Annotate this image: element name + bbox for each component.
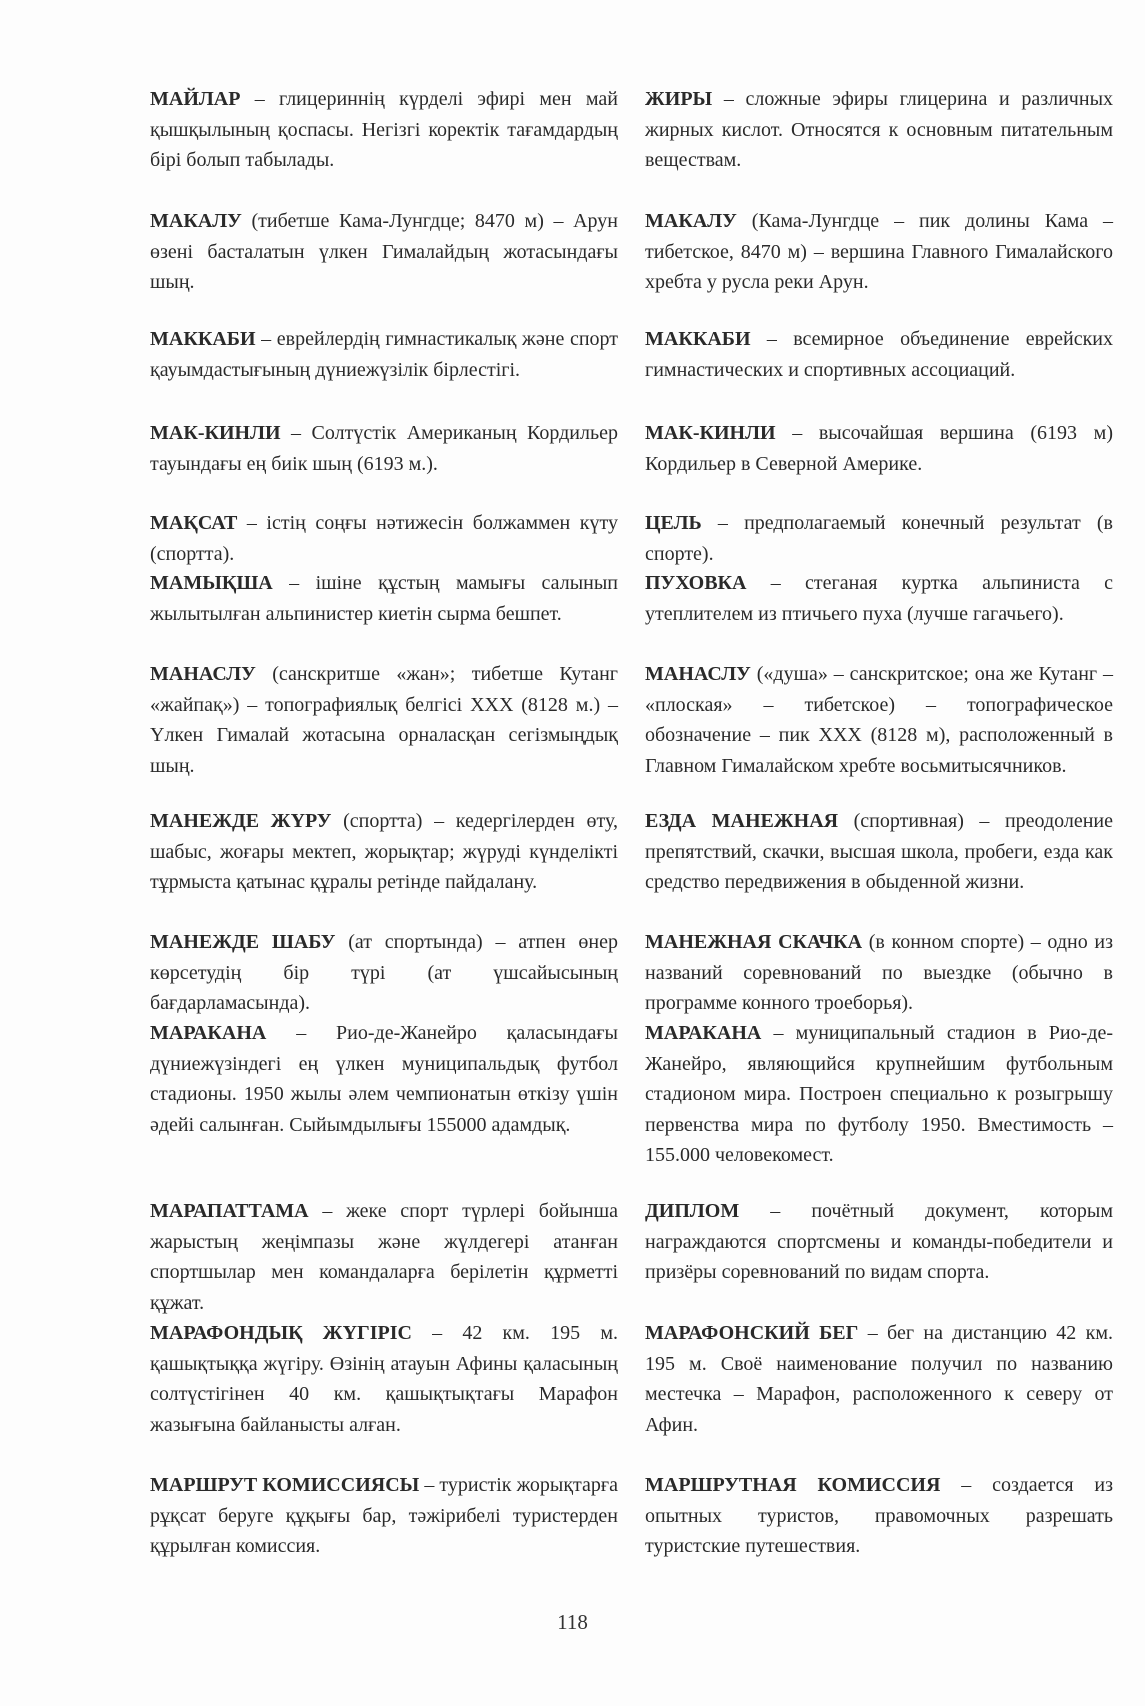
entry-definition: – глицериннің күрделі эфирі мен май қышқылының қоспасы. Негізгі коректік тағамдардың бірі болып табылады. [150,88,618,171]
entry-ru-marakana [645,1018,1113,1171]
entry-definition: – создается из опытных туристов, правомочных разрешать туристские путешествия. [645,1474,1113,1557]
entry-kk-manezhde-shabu [150,927,618,1019]
entry-definition: – бег на дистанцию 42 км. 195 м. Своё наименование получил по названию местечка – Марафон, расположенного к северу от Афин. [645,1322,1113,1436]
entry-term: ЕЗДА МАНЕЖНАЯ [645,810,839,832]
entry-definition: – 42 км. 195 м. қашықтыққа жүгіру. Өзінің атауын Афины қаласының солтүстігінен 40 км. қашықтықтағы Марафон жазығына байланысты алған. [150,1322,618,1436]
entry-term: МАРАФОНДЫҚ ЖҮГІРІС [150,1322,412,1344]
entry-definition: – ішіне құстың мамығы салынып жылытылған альпинистер киетін сырма бешпет. [150,572,618,625]
entry-definition: – еврейлердің гимнастикалық және спорт қауымдастығының дүниежүзілік бірлестігі. [150,328,618,381]
entry-definition: (спортивная) – преодоление препятствий, скачки, высшая школа, пробеги, езда как средство передвижения в обыденной жизни. [645,810,1113,893]
entry-definition: (ат спортында) – атпен өнер көрсетудің бір түрі (ат үшсайысының бағдарламасында). [150,931,618,1014]
entry-kk-marapattama [150,1196,618,1318]
entry-term: МАРАФОНСКИЙ БЕГ [645,1322,859,1344]
entry-term: МАРАКАНА [645,1022,762,1044]
entry-kk-mailar [150,84,618,176]
entry-definition: – туристік жорықтарға рұқсат беруге құқығы бар, тәжірибелі туристерден құрылған комиссия. [150,1474,618,1557]
entry-term: МАРШРУТНАЯ КОМИССИЯ [645,1474,941,1496]
entry-term: ДИПЛОМ [645,1200,740,1222]
entry-definition: – Солтүстік Американың Кордильер тауындағы ең биік шың (6193 м.). [150,422,618,475]
entry-definition: – сложные эфиры глицерина и различных жирных кислот. Относятся к основным питательным веществам. [645,88,1113,171]
entry-definition: (спортта) – кедергілерден өту, шабыс, жоғары мектеп, жорықтар; жүруді күнделікті тұрмыста қатынас құралы ретінде пайдалану. [150,810,618,893]
entry-kk-mak-kinli [150,418,618,479]
entry-ru-makalu [645,206,1113,298]
entry-term: МАНЕЖНАЯ СКАЧКА [645,931,863,953]
entry-ru-zhiry [645,84,1113,176]
entry-kk-maksat [150,508,618,569]
entry-term: МАНЕЖДЕ ЖҮРУ [150,810,332,832]
entry-ru-manezhnaya-skachka [645,927,1113,1019]
entry-kk-manaslu [150,659,618,781]
entry-ru-mak-kinli [645,418,1113,479]
entry-kk-marshrut-komissiyasy [150,1470,618,1562]
entry-kk-mamyksha [150,568,618,629]
entry-definition: – жеке спорт түрлері бойынша жарыстың жеңімпазы және жүлдегері атанған спортшылар мен командаларға берілетін құрметті құжат. [150,1200,618,1314]
entry-term: МАЙЛАР [150,88,241,110]
entry-term: МАК-КИНЛИ [645,422,776,444]
entry-term: МАРШРУТ КОМИССИЯСЫ [150,1474,420,1496]
entry-term: МАККАБИ [645,328,751,350]
entry-term: МАНЕЖДЕ ШАБУ [150,931,336,953]
entry-term: МАМЫҚША [150,572,273,594]
entry-definition: – почётный документ, которым награждаются спортсмены и команды-победители и призёры соревнований по видам спорта. [645,1200,1113,1283]
entry-definition: – Рио-де-Жанейро қаласындағы дүниежүзіндегі ең үлкен муниципальдық футбол стадионы. 1950 жылы әлем чемпионатын өткізу үшін әдейі салынған. Сыйымдылығы 155000 адамдық. [150,1022,618,1136]
entry-ru-diplom [645,1196,1113,1288]
entry-term: МАНАСЛУ [645,663,751,685]
entry-term: МАК-КИНЛИ [150,422,281,444]
entry-kk-manezhde-zhuru [150,806,618,898]
entry-ru-marafonskiy-beg [645,1318,1113,1440]
entry-term: МАРАПАТТАМА [150,1200,309,1222]
entry-term: МАКАЛУ [645,210,737,232]
page-number: 118 [557,1610,588,1634]
entry-ru-manaslu [645,659,1113,781]
entry-kk-marakana [150,1018,618,1140]
entry-definition: – істің соңғы нәтижесін болжаммен күту (спортта). [150,512,618,565]
entry-kk-marafondyk-zhugiris [150,1318,618,1440]
entry-definition: (тибетше Кама-Лунгдце; 8470 м) – Арун өзені басталатын үлкен Гималайдың жотасындағы шың. [150,210,618,293]
entry-term: МАРАКАНА [150,1022,267,1044]
entry-ru-tsel [645,508,1113,569]
entry-term: ЦЕЛЬ [645,512,702,534]
entry-kk-makkabi [150,324,618,385]
entry-term: ПУХОВКА [645,572,747,594]
entry-definition: – стеганая куртка альпиниста с утеплителем из птичьего пуха (лучше гагачьего). [645,572,1113,625]
entry-ru-pukhovka [645,568,1113,629]
entry-definition: (Кама-Лунгдце – пик долины Кама – тибетское, 8470 м) – вершина Главного Гималайского хребта у русла реки Арун. [645,210,1113,293]
entry-term: ЖИРЫ [645,88,713,110]
entry-term: МАКАЛУ [150,210,242,232]
entry-definition: (в конном спорте) – одно из названий соревнований по выездке (обычно в программе конного троеборья). [645,931,1113,1014]
entry-definition: – муниципальный стадион в Рио-де-Жанейро, являющийся крупнейшим футбольным стадионом мира. Построен специально к розыгрышу первенства мира по футболу 1950. Вместимость – 155.000 человекомест. [645,1022,1113,1166]
entry-definition: – всемирное объединение еврейских гимнастических и спортивных ассоциаций. [645,328,1113,381]
entry-definition: – предполагаемый конечный результат (в спорте). [645,512,1113,565]
entry-ru-marshrutnaya-komissiya [645,1470,1113,1562]
entry-kk-makalu [150,206,618,298]
entry-term: МАНАСЛУ [150,663,256,685]
entry-definition: («душа» – санскритское; она же Кутанг – «плоская» – тибетское) – топографическое обозначение – пик XXX (8128 м), расположенный в Главном Гималайском хребте восьмитысячников. [645,663,1113,777]
entry-definition: (санскритше «жан»; тибетше Кутанг «жайпақ») – топографиялық белгісі XXX (8128 м.) – Үлкен Гималай жотасына орналасқан сегізмыңдық шың. [150,663,618,777]
entry-ru-ezda-manezhnaya [645,806,1113,898]
entry-ru-makkabi [645,324,1113,385]
entry-term: МАҚСАТ [150,512,238,534]
entry-term: МАККАБИ [150,328,256,350]
entry-definition: – высочайшая вершина (6193 м) Кордильер в Северной Америке. [645,422,1113,475]
